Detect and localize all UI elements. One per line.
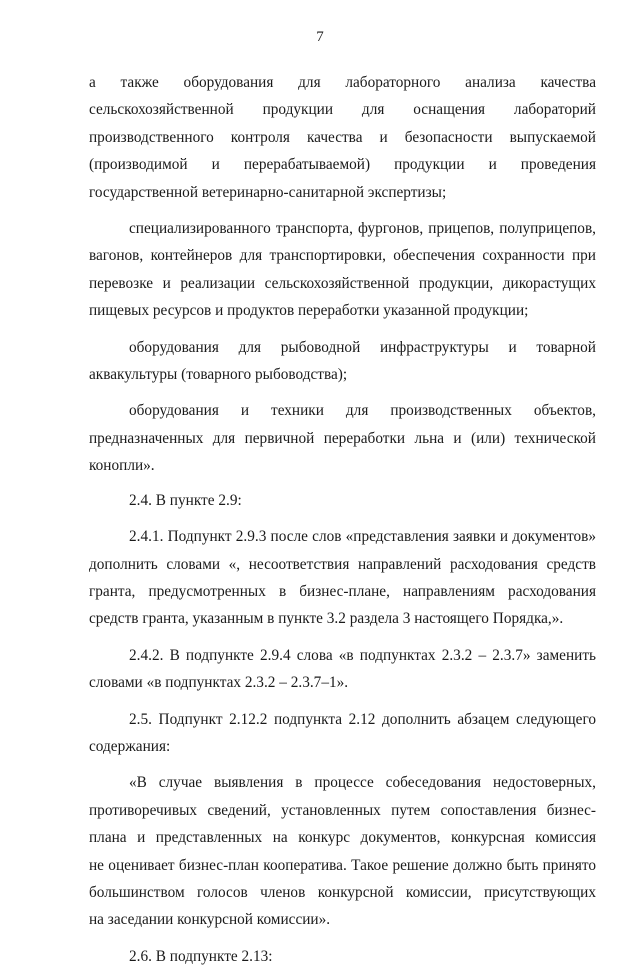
text-line: «В случае выявления в процессе собеседования недостоверных, xyxy=(129,774,596,792)
text-line: производственного контроля качества и безопасности выпускаемой xyxy=(89,128,596,146)
text-line: перевозке и реализации сельскохозяйственной продукции, дикорастущих xyxy=(89,274,596,292)
paragraph-flax-hemp-equipment xyxy=(89,397,596,479)
text-line: 2.5. Подпункт 2.12.2 подпункта 2.12 дополнить абзацем следующего xyxy=(129,710,596,728)
text-line: 2.6. В подпункте 2.13: xyxy=(129,947,273,965)
document-body xyxy=(89,69,596,970)
text-line: гранта, предусмотренных в бизнес-плане, направлениям расходования xyxy=(89,582,596,600)
text-line: не оценивает бизнес-план кооператива. Такое решение должно быть принято xyxy=(89,856,596,874)
text-line: противоречивых сведений, установленных путем сопоставления бизнес- xyxy=(89,801,596,819)
paragraph-specialized-transport xyxy=(89,215,596,325)
paragraph-item-2-4-1 xyxy=(89,523,596,633)
paragraph-item-2-6 xyxy=(89,943,596,970)
text-line: дополнить словами «, несоответствия направлений расходования средств xyxy=(89,555,596,573)
text-line: 2.4.1. Подпункт 2.9.3 после слов «представления заявки и документов» xyxy=(129,528,596,546)
text-line: содержания: xyxy=(89,737,171,755)
text-line: 2.4. В пункте 2.9: xyxy=(129,491,242,509)
text-line: оборудования и техники для производственных объектов, xyxy=(129,402,596,420)
text-line: пищевых ресурсов и продуктов переработки указанной продукции; xyxy=(89,302,529,320)
paragraph-fish-farming-equipment xyxy=(89,334,596,389)
text-line: сельскохозяйственной продукции для оснащения лабораторий xyxy=(89,101,596,119)
text-line: государственной ветеринарно-санитарной экспертизы; xyxy=(89,183,447,201)
page-number: 7 xyxy=(316,29,324,45)
text-line: (производимой и перерабатываемой) продукции и проведения xyxy=(89,156,596,174)
text-line: 2.4.2. В подпункте 2.9.4 слова «в подпунктах 2.3.2 – 2.3.7» заменить xyxy=(129,646,596,664)
text-line: специализированного транспорта, фургонов, прицепов, полуприцепов, xyxy=(129,220,596,238)
paragraph-equipment-lab-analysis xyxy=(89,69,596,206)
text-line: средств гранта, указанным в пункте 3.2 раздела 3 настоящего Порядка,». xyxy=(89,610,564,628)
text-line: конопли». xyxy=(89,457,155,475)
text-line: аквакультуры (товарного рыбоводства); xyxy=(89,366,348,384)
text-line: большинством голосов членов конкурсной комиссии, присутствующих xyxy=(89,883,596,901)
paragraph-item-2-5 xyxy=(89,706,596,761)
text-line: вагонов, контейнеров для транспортировки, обеспечения сохранности при xyxy=(89,247,596,265)
text-line: оборудования для рыбоводной инфраструктуры и товарной xyxy=(129,338,596,356)
text-line: плана и представленных на конкурс документов, конкурсная комиссия xyxy=(89,829,596,847)
text-line: предназначенных для первичной переработки льна и (или) технической xyxy=(89,429,596,447)
paragraph-quoted-addition xyxy=(89,769,596,933)
text-line: а также оборудования для лабораторного анализа качества xyxy=(89,74,596,91)
text-line: на заседании конкурсной комиссии». xyxy=(89,911,331,929)
text-line: словами «в подпунктах 2.3.2 – 2.3.7–1». xyxy=(89,674,349,692)
paragraph-item-2-4 xyxy=(89,487,596,514)
paragraph-item-2-4-2 xyxy=(89,642,596,697)
